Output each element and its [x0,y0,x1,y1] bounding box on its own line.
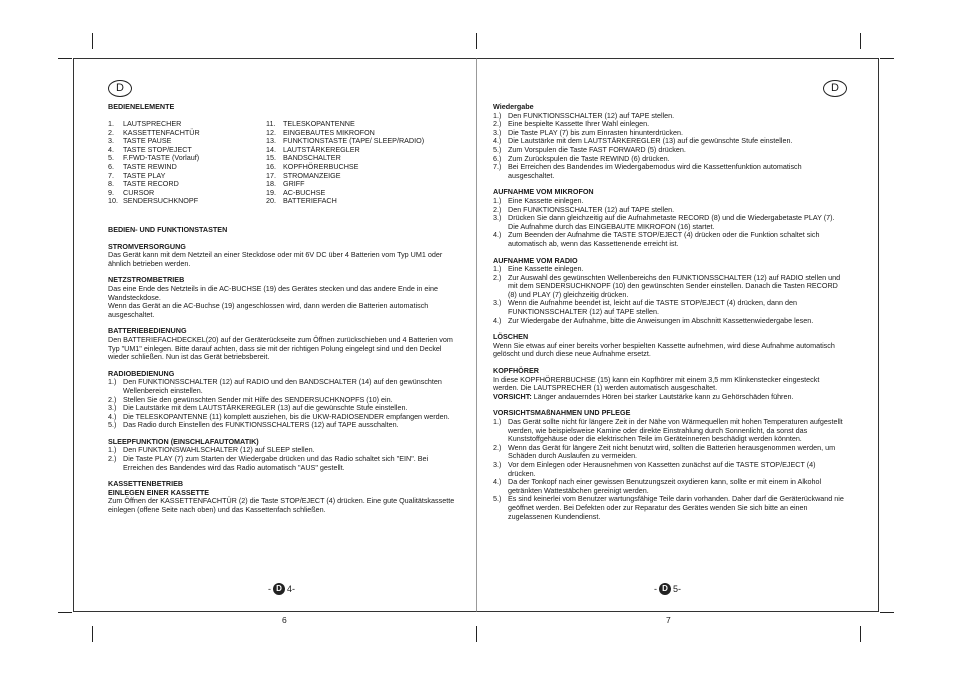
language-badge-left: D [108,80,132,97]
sleep-steps-list [108,446,460,472]
warning-paragraph: VORSICHT: Länger andauerndes Hören bei starker Lautstärke kann zu Gehörschäden führen. [493,391,794,401]
part-item: 6. TASTE REWIND [108,161,177,171]
list-item: 7.) Bei Erreichen des Bandendes im Wiedergabemodus wird die Kassettenfunktion automatisch ausgeschaltet. [493,162,802,180]
list-item: 2.) Den FUNKTIONSSCHALTER (12) auf TAPE stellen. [493,204,675,214]
heading-batteriebedienung: BATTERIEBEDIENUNG [108,326,187,336]
list-item: 3.) Die Lautstärke mit dem LAUTSTÄRKEREGLER (13) auf die gewünschte Stufe einstellen. [108,403,408,413]
folio-right: 7 [666,615,671,625]
list-item: 4.) Die TELESKOPANTENNE (11) komplett ausziehen, bis die UKW-RADIOSENDER empfangen werden. [108,411,450,421]
part-item: 8. TASTE RECORD [108,179,179,189]
list-item: 1.) Den FUNKTIONSSCHALTER (12) auf TAPE stellen. [493,110,675,120]
list-item: 1.) Das Gerät sollte nicht für längere Zeit in der Nähe von Wärmequellen mit hohen Temperaturen aufgestellt werden, wie beispielsweise Kamine oder direkte Einstrahlung durch Sonnenlicht, da sonst das Kunststoffgehäuse oder die elektrischen Teile im Geräteinneren beschädigt werden könnten. [493,417,843,444]
parts-list-right [266,120,424,206]
heading-bedienelemente: BEDIENELEMENTE [108,102,175,111]
crop-mark [860,626,861,642]
list-item: 1.) Eine Kassette einlegen. [493,195,584,205]
part-item: 20. BATTERIEFACH [266,196,337,206]
part-item: 1. LAUTSPRECHER [108,119,182,128]
list-item: 4.) Zum Beenden der Aufnahme die TASTE STOP/EJECT (4) drücken oder die Funktion schaltet sich automatisch ab, wenn das Kassettenende erreicht ist. [493,230,820,248]
part-item: 10. SENDERSUCHKNOPF [108,196,199,206]
language-dot-icon: D [659,583,671,595]
list-item: 2.) Zur Auswahl des gewünschten Wellenbereichs den FUNKTIONSSCHALTER (12) auf RADIO stellen und mit dem SENDERSUCHKNOPF (10) den gewünschten Sender einstellen. Danach die Tasten RECORD (8) und PLAY (7) gleichzeitig drücken. [493,272,841,299]
paragraph: Zum Öffnen der KASSETTENFACHTÜR (2) die Taste STOP/EJECT (4) drücken. Eine gute Qualitätskassette einlegen (offene Seite nach oben) und das Kassettenfach schließen. [108,496,455,515]
part-item: 9. CURSOR [108,187,155,197]
list-item: 4.) Die Lautstärke mit dem LAUTSTÄRKEREGLER (13) auf die gewünschte Stufe einstellen. [493,136,793,146]
list-item: 5.) Das Radio durch Einstellen des FUNKTIONSSCHALTERS (12) auf TAPE ausschalten. [108,420,399,430]
list-item: 2.) Die Taste PLAY (7) zum Starten der Wiedergabe drücken und das Radio schaltet sich "EIN". Bei Erreichen des Bandendes wird das Radio automatisch "AUS" gestellt. [108,454,429,472]
part-item: 2. KASSETTENFACHTÜR [108,127,200,137]
part-item: 5. F.FWD-TASTE (Vorlauf) [108,153,200,163]
part-item: 18. GRIFF [266,179,305,189]
language-badge-right: D [823,80,847,97]
part-item: 19. AC-BUCHSE [266,187,326,197]
part-item: 15. BANDSCHALTER [266,153,341,163]
list-item: 2.) Stellen Sie den gewünschten Sender mit Hilfe des SENDERSUCHKNOPFS (10) ein. [108,394,393,404]
part-item: 17. STROMANZEIGE [266,170,341,180]
paragraph: Wenn Sie etwas auf einer bereits vorher bespielten Kassette aufnehmen, wird diese Aufnahme automatisch gelöscht und durch diese neue Aufnahme ersetzt. [493,340,835,359]
list-item: 4.) Zur Wiedergabe der Aufnahme, bitte die Anweisungen im Abschnitt Kassettenwiedergabe lesen. [493,315,814,325]
heading-loeschen: LÖSCHEN [493,332,529,342]
part-item: 4. TASTE STOP/EJECT [108,144,192,154]
crop-mark [880,612,894,613]
page-marker-left: - D 4- [268,584,296,594]
heading-sleepfunktion: SLEEPFUNKTION (EINSCHLAFAUTOMATIK) [108,436,259,446]
crop-mark [92,626,93,642]
list-item: 2.) Eine bespielte Kassette Ihrer Wahl einlegen. [493,119,650,129]
page-marker-right: - D 5- [654,584,682,594]
crop-mark [880,58,894,59]
part-item: 16. KOPFHÖRERBUCHSE [266,161,359,171]
part-item: 14. LAUTSTÄRKEREGLER [266,144,360,154]
left-heading [108,103,174,112]
crop-mark [58,58,72,59]
part-item: 7. TASTE PLAY [108,170,166,180]
left-body [108,226,460,515]
list-item: 3.) Drücken Sie dann gleichzeitig auf die Aufnahmetaste RECORD (8) und die Wiedergabetaste PLAY (7). Die Aufnahme durch das EINGEBAUTE MIKROFON (16) startet. [493,213,835,231]
part-item: 3. TASTE PAUSE [108,136,172,146]
heading-aufnahme-mikrofon: AUFNAHME VOM MIKROFON [493,187,594,197]
crop-mark [476,626,477,642]
parts-list-left [108,120,200,206]
radio-record-steps-list [493,265,845,325]
list-item: 3.) Wenn die Aufnahme beendet ist, leicht auf die TASTE STOP/EJECT (4) drücken, dann den FUNKTIONSSCHALTER (12) auf TAPE stellen. [493,298,797,317]
crop-mark [860,33,861,49]
heading-aufnahme-radio: AUFNAHME VOM RADIO [493,255,578,265]
care-steps-list [493,418,845,521]
heading-wiedergabe: Wiedergabe [493,102,534,111]
crop-mark [476,33,477,49]
crop-mark [58,612,72,613]
part-item: 13. FUNKTIONSTASTE (TAPE/ SLEEP/RADIO) [266,136,425,146]
list-item: 6.) Zum Zurückspulen die Taste REWIND (6) drücken. [493,153,670,163]
list-item: 5.) Zum Vorspulen die Taste FAST FORWARD (5) drücken. [493,144,686,154]
radio-steps-list [108,378,460,430]
paragraph: Das eine Ende des Netzteils in die AC-BUCHSE (19) des Gerätes stecken und das andere Ende in eine Wandsteckdose. [108,283,439,302]
list-item: 1.) Den FUNKTIONSWAHLSCHALTER (12) auf SLEEP stellen. [108,445,315,455]
list-item: 3.) Die Taste PLAY (7) bis zum Einrasten hinunterdrücken. [493,127,683,137]
folio-left: 6 [282,615,287,625]
paragraph: Wenn das Gerät an die AC-Buchse (19) angeschlossen wird, dann werden die Batterien automatisch ausgeschaltet. [108,301,429,319]
mic-record-steps-list [493,197,845,249]
heading-kassettenbetrieb: KASSETTENBETRIEB [108,479,184,489]
list-item: 1.) Eine Kassette einlegen. [493,264,584,274]
paragraph: Den BATTERIEFACHDECKEL(20) auf der Geräterückseite zum Öffnen zurückschieben und 4 Batterien vom Typ "UM1" einlegen. Bitte darauf achten, dass sie mit der richtigen Polung eingelegt sind und den Deckel wieder schließen. Nun ist das Gerät betriebsbereit. [108,334,453,362]
right-body [493,103,845,521]
warning-label: VORSICHT: [493,391,532,401]
heading-vorsichtsmassnahmen: VORSICHTSMAßNAHMEN UND PFLEGE [493,408,631,418]
heading-netzstrombetrieb: NETZSTROMBETRIEB [108,275,185,285]
heading-bedien-funktionstasten: BEDIEN- UND FUNKTIONSTASTEN [108,225,228,234]
list-item: 5.) Es sind keinerlei vom Benutzer wartungsfähige Teile darin vorhanden. Daher darf die Geräterückwand nie geöffnet werden. Bei Defekten oder zur Reparatur des Gerätes wenden Sie sich bitte an einen zugelassenen Kundendienst. [493,494,844,521]
part-item: 11. TELESKOPANTENNE [266,119,355,128]
list-item: 3.) Vor dem Einlegen oder Herausnehmen von Kassetten zunächst auf die TASTE STOP/EJECT (4) drücken. [493,459,816,478]
part-item: 12. EINGEBAUTES MIKROFON [266,127,375,137]
playback-steps-list [493,112,845,181]
paragraph: Das Gerät kann mit dem Netzteil an einer Steckdose oder mit 6V DC über 4 Batterien vom Typ UM1 oder ähnlich betrieben werden. [108,250,443,268]
language-dot-icon: D [273,583,285,595]
heading-radiobedienung: RADIOBEDIENUNG [108,368,175,378]
heading-einlegen-kassette: EINLEGEN EINER KASSETTE [108,487,210,497]
paragraph: In diese KOPFHÖRERBUCHSE (15) kann ein Kopfhörer mit einem 3,5 mm Klinkenstecker eingesteckt werden. Die LAUTSPRECHER (1) werden automatisch ausgeschaltet. [493,374,820,393]
list-item: 2.) Wenn das Gerät für längere Zeit nicht benutzt wird, sollten die Batterien herausgenommen werden, um Schäden durch Auslaufen zu vermeiden. [493,442,836,461]
crop-mark [92,33,93,49]
list-item: 1.) Den FUNKTIONSSCHALTER (12) auf RADIO und den BANDSCHALTER (14) auf den gewünschten Wellenbereich einstellen. [108,377,442,395]
heading-kopfhoerer: KOPFHÖRER [493,366,539,376]
list-item: 4.) Da der Tonkopf nach einer gewissen Benutzungszeit oxydieren kann, sollte er mit einem in Alkohol getränkten Wattestäbchen gereinigt werden. [493,477,822,495]
heading-stromversorgung: STROMVERSORGUNG [108,241,186,251]
